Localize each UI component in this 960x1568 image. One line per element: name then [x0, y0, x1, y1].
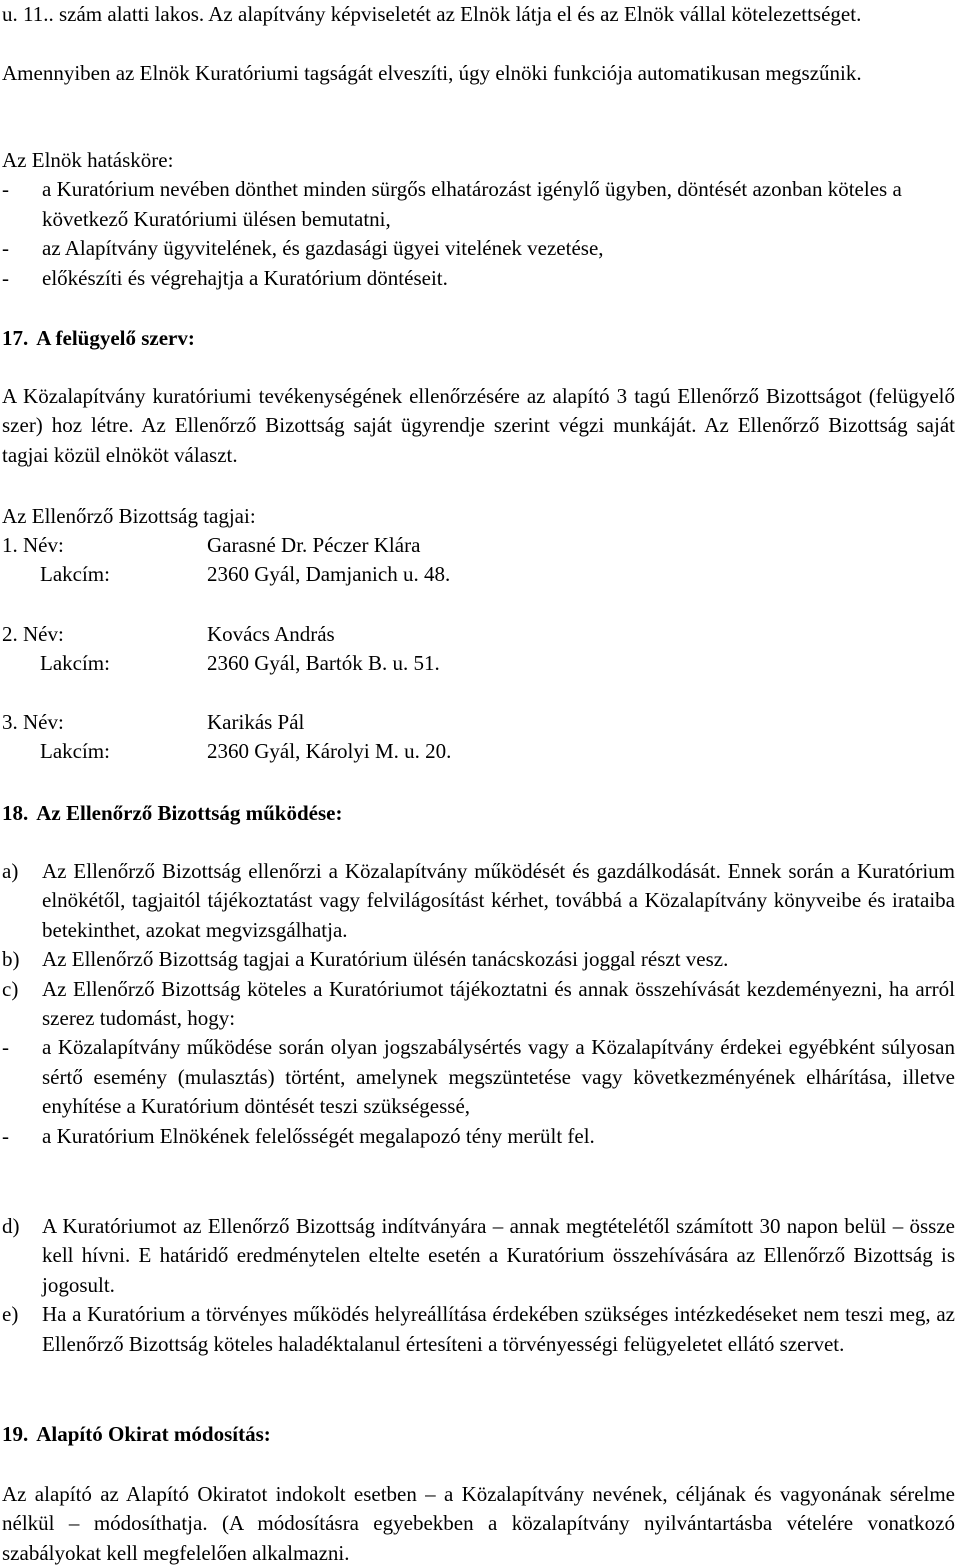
member-name: Kovács András [207, 622, 335, 646]
section-number: 19. [2, 1422, 29, 1446]
elnok-item [2, 175, 955, 234]
list-item-a [2, 857, 955, 945]
item-text: Ha a Kuratórium a törvényes működés helyreállítása érdekében szükséges intézkedéseket nem teszi meg, az Ellenőrző Bizottság köteles haladéktalanul értesíteni a törvényességi felügyeletet ellátó szervet. [42, 1302, 955, 1356]
item-text: A Kuratóriumot az Ellenőrző Bizottság indítványára – annak megtételétől számított 30 napon belül – össze kell hívni. E határidő eredménytelen eltelte esetén a Kuratórium összehívására az Ellenőrző Bizottság is jogosult. [42, 1214, 955, 1297]
section-18-list [2, 857, 955, 1151]
elnok-item-text: előkészíti és végrehajtja a Kuratórium döntéseit. [42, 265, 448, 290]
item-marker: c) [2, 976, 19, 1001]
elnok-item [2, 264, 955, 293]
section-17-paragraph: A Közalapítvány kuratóriumi tevékenységének ellenőrzésére az alapító 3 tagú Ellenőrző Bizottságot (felügyelő szer) hoz létre. Az Ellenőrző Bizottság saját ügyrendje szerint végzi munkáját. Az Ellenőrző Bizottság saját tagjai közül elnököt választ. [2, 384, 955, 467]
item-text: a Közalapítvány működése során olyan jogszabálysértés vagy a Közalapítvány érdekei egyébként súlyosan sértő esemény (mulasztás) történt, amelynek megszüntetése vagy következményének elhárítása, illetve enyhítése a Kuratórium döntését teszi szükségessé, [42, 1035, 955, 1119]
item-marker: b) [2, 947, 20, 972]
section-17-heading [2, 324, 955, 353]
elnok-item-text: a Kuratórium nevében dönthet minden sürgős elhatározást igénylő ügyben, döntését azonban köteles a következő Kuratóriumi ülésen bemutatni, [42, 177, 902, 231]
section-18-list-cont [2, 1212, 955, 1359]
member-address-label: Lakcím: [40, 562, 110, 587]
item-text: Az Ellenőrző Bizottság köteles a Kuratóriumot tájékoztatni és annak összehívását kezdeményezni, ha arról szerez tudomást, hogy: [42, 976, 955, 1031]
member-name: Karikás Pál [207, 710, 305, 734]
dash-marker: - [2, 1035, 9, 1060]
list-item-c [2, 975, 955, 1034]
list-item-c-sub [2, 1033, 955, 1121]
member-address-label: Lakcím: [40, 651, 110, 676]
member-address: 2360 Gyál, Damjanich u. 48. [207, 562, 451, 587]
section-title: A felügyelő szerv: [36, 326, 195, 350]
dash-marker: - [2, 236, 9, 261]
dash-marker: - [2, 265, 9, 290]
elnok-item-text: az Alapítvány ügyvitelének, és gazdasági ügyei vitelének vezetése, [42, 236, 604, 261]
section-number: 18. [2, 801, 29, 825]
member-address: 2360 Gyál, Bartók B. u. 51. [207, 651, 440, 676]
section-number: 17. [2, 326, 29, 350]
member-name-label: 3. Név: [2, 710, 64, 734]
item-marker: d) [2, 1214, 20, 1238]
member-address-label: Lakcím: [40, 739, 110, 764]
section-19-heading [2, 1420, 955, 1449]
item-marker: a) [2, 859, 19, 883]
dash-marker: - [2, 1123, 9, 1148]
member-entry [2, 620, 902, 679]
elnok-item [2, 234, 955, 263]
section-19-paragraph: Az alapító az Alapító Okiratot indokolt esetben – a Közalapítvány nevének, céljának és vagyonának sérelme nélkül – módosíthatja. (A módosításra egyebekben a közalapítvány nyilvántartásba vételére vonatkozó szabályokat kell megfelelően alkalmazni. [2, 1482, 955, 1565]
member-entry [2, 531, 902, 590]
intro-paragraph-1: u. 11.. szám alatti lakos. Az alapítvány képviseletét az Elnök látja el és az Elnök vállal kötelezettséget. [2, 2, 862, 26]
item-marker: e) [2, 1302, 19, 1327]
section-title: Alapító Okirat módosítás: [36, 1422, 271, 1446]
member-name: Garasné Dr. Péczer Klára [207, 533, 421, 557]
member-entry [2, 708, 902, 767]
elnok-title: Az Elnök hatásköre: [2, 148, 174, 172]
item-text: Az Ellenőrző Bizottság tagjai a Kuratórium ülésén tanácskozási joggal részt vesz. [42, 947, 729, 972]
members-title: Az Ellenőrző Bizottság tagjai: [2, 504, 256, 528]
intro-paragraph-2: Amennyiben az Elnök Kuratóriumi tagságát elveszíti, úgy elnöki funkciója automatikusan megszűnik. [2, 61, 862, 85]
list-item-d [2, 1212, 955, 1300]
list-item-c-sub [2, 1122, 955, 1151]
member-name-label: 2. Név: [2, 622, 64, 646]
item-text: Az Ellenőrző Bizottság ellenőrzi a Közalapítvány működését és gazdálkodását. Ennek során a Kuratórium elnökétől, tagjaitól tájékoztatást vagy felvilágosítást kérhet, továbbá a Közalapítvány könyveibe és irataiba betekinthet, azokat megvizsgálhatja. [42, 859, 955, 942]
member-name-label: 1. Név: [2, 533, 64, 557]
list-item-e [2, 1300, 955, 1359]
item-text: a Kuratórium Elnökének felelősségét megalapozó tény merült fel. [42, 1123, 595, 1148]
list-item-b [2, 945, 955, 974]
member-address: 2360 Gyál, Károlyi M. u. 20. [207, 739, 452, 764]
section-18-heading [2, 799, 955, 828]
section-title: Az Ellenőrző Bizottság működése: [36, 801, 343, 825]
elnok-section [2, 146, 955, 293]
dash-marker: - [2, 177, 9, 202]
